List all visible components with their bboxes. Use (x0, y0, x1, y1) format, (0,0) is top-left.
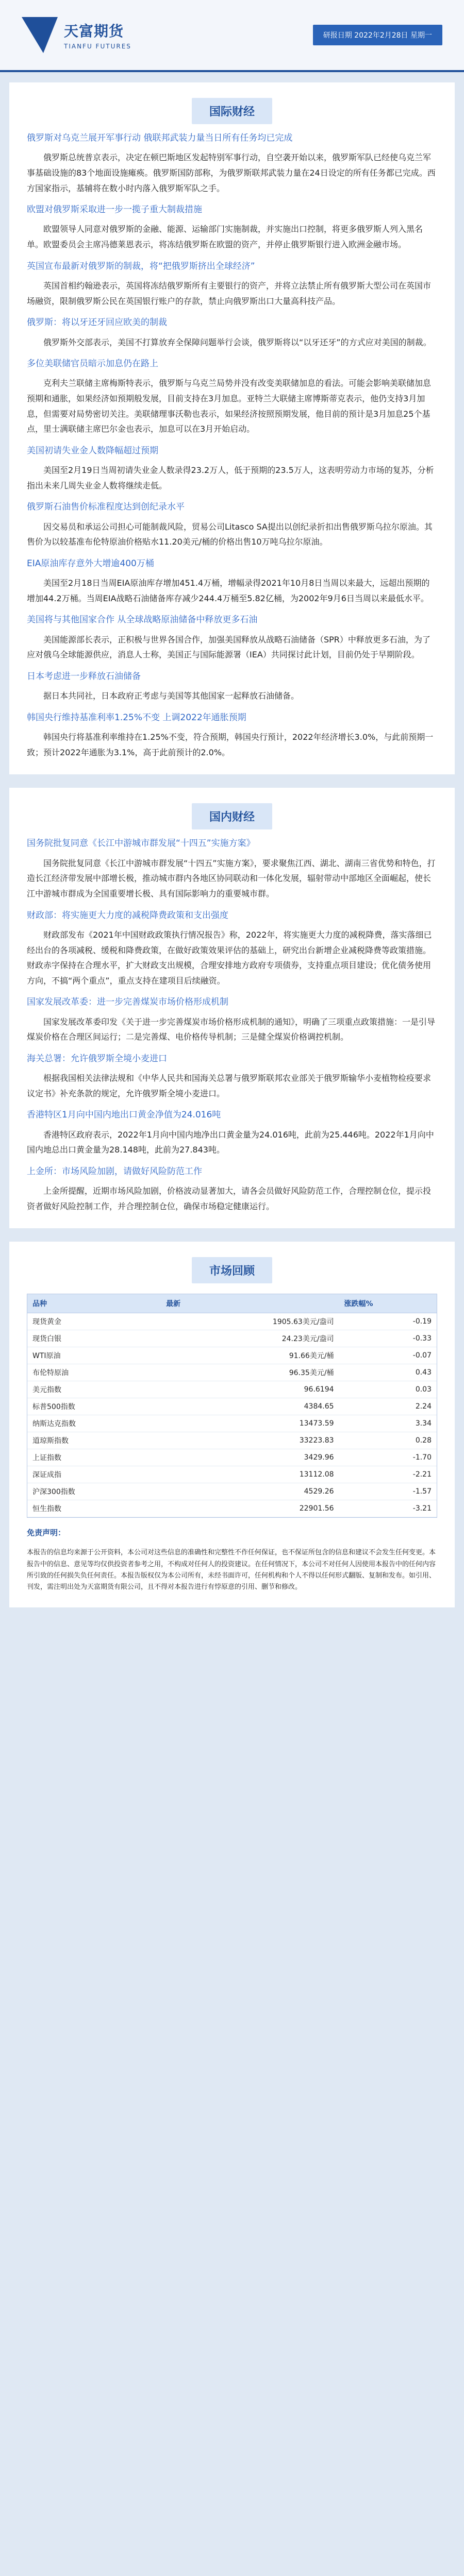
table-row (27, 1381, 437, 1398)
section-title-wrap (9, 1242, 455, 1283)
table-row (27, 1432, 437, 1449)
news-headline: 俄罗斯：将以牙还牙回应欧美的制裁 (27, 317, 167, 328)
table-cell: 上证指数 (27, 1449, 161, 1466)
disclaimer-text: 本报告的信息均来源于公开资料，本公司对这些信息的准确性和完整性不作任何保证，也不保证所包含的信息和建议不会发生任何变更。本报告中的信息、意见等均仅供投资者参考之用，不构成对任何人的投资建议。在任何情况下，本公司不对任何人因使用本报告中的任何内容所引致的任何损失负任何责任。本报告版权仅为本公司所有，未经书面许可，任何机构和个人不得以任何形式翻版、复制和发布。如引用、刊发，需注明出处为天富期货有限公司，且不得对本报告进行有悖原意的引用、删节和修改。 (27, 1549, 436, 1591)
table-cell: 现货白银 (27, 1330, 161, 1347)
disclaimer-title: 免责声明： (27, 1528, 66, 1538)
table-row (27, 1466, 437, 1483)
table-cell: 24.23美元/盎司 (161, 1330, 339, 1347)
header (0, 0, 464, 72)
table-row (27, 1398, 437, 1415)
news-paragraph: 韩国央行将基准利率维持在1.25%不变，符合预期，韩国央行预计，2022年经济增长3.0%，与此前预期一致；预计2022年通胀为3.1%，高于此前预计的2.0%。 (27, 732, 434, 757)
table-cell: 4384.65 (161, 1398, 339, 1415)
news-headline: 美国初请失业金人数降幅超过预期 (27, 445, 158, 456)
news-paragraph: 据日本共同社，日本政府正考虑与美国等其他国家一起释放石油储备。 (43, 691, 300, 701)
table-cell: 22901.56 (161, 1500, 339, 1517)
market-table-body (27, 1313, 437, 1517)
table-cell: -0.19 (339, 1313, 437, 1330)
news-paragraph: 英国首相约翰逊表示，英国将冻结俄罗斯所有主要银行的资产，并将立法禁止所有俄罗斯大型公司在英国市场融资，限制俄罗斯公民在英国银行账户的存款，禁止向俄罗斯出口大量高科技产品。 (27, 281, 432, 306)
table-cell: -2.21 (339, 1466, 437, 1483)
table-cell: 33223.83 (161, 1432, 339, 1449)
table-cell: 恒生指数 (27, 1500, 161, 1517)
news-headline: 日本考虑进一步释放石油储备 (27, 671, 141, 682)
table-cell: 道琼斯指数 (27, 1432, 161, 1449)
brand-name-cn: 天富期货 (64, 23, 124, 40)
brand-name-en: TIANFU FUTURES (64, 43, 131, 50)
table-cell: -1.70 (339, 1449, 437, 1466)
market-table-header: 最新 (161, 1294, 339, 1313)
table-row (27, 1347, 437, 1364)
news-headline: 香港特区1月向中国内地出口黄金净值为24.016吨 (27, 1110, 221, 1121)
news-paragraph: 美国能源部长表示，正积极与世界各国合作，加强美国释放从战略石油储备（SPR）中释放更多石油，为了应对俄乌全球能源供应，消息人士称，美国正与国际能源署（IEA）共同探讨此计划，目前仍处于早期阶段。 (27, 634, 430, 660)
table-cell: 1905.63美元/盎司 (161, 1313, 339, 1330)
table-row (27, 1364, 437, 1381)
section-title: 市场回顾 (192, 1257, 272, 1283)
section-title: 国内财经 (192, 803, 272, 829)
news-paragraph: 上金所提醒，近期市场风险加剧，价格波动显著加大，请各会员做好风险防范工作，合理控制仓位，提示投资者做好风险控制工作，并合理控制仓位，确保市场稳定健康运行。 (27, 1186, 432, 1211)
table-cell: 标普500指数 (27, 1398, 161, 1415)
section-title: 国际财经 (192, 98, 272, 124)
market-table-header: 涨跌幅% (339, 1294, 437, 1313)
table-cell: 13112.08 (161, 1466, 339, 1483)
table-cell: 3.34 (339, 1415, 437, 1432)
news-paragraph: 香港特区政府表示，2022年1月向中国内地净出口黄金量为24.016吨，此前为25.446吨。2022年1月向中国内地总出口黄金量为28.148吨，此前为27.843吨。 (27, 1129, 434, 1155)
table-row (27, 1415, 437, 1432)
table-row (27, 1449, 437, 1466)
table-row (27, 1483, 437, 1500)
news-headline: 俄罗斯对乌克兰展开军事行动 俄联邦武装力量当日所有任务均已完成 (27, 133, 293, 143)
table-cell: 96.35美元/桶 (161, 1364, 339, 1381)
news-paragraph: 美国至2月19日当周初请失业金人数录得23.2万人，低于预期的23.5万人，这表明劳动力市场的复苏，分析指出未来几周失业金人数将继续走低。 (27, 465, 434, 490)
table-row (27, 1330, 437, 1347)
news-headline: 俄罗斯石油售价标准程度达到创纪录水平 (27, 502, 185, 513)
table-cell: 美元指数 (27, 1381, 161, 1398)
table-cell: -0.33 (339, 1330, 437, 1347)
table-cell: -1.57 (339, 1483, 437, 1500)
news-headline: 韩国央行维持基准利率1.25%不变 上调2022年通胀预期 (27, 712, 246, 723)
table-cell: 0.28 (339, 1432, 437, 1449)
news-headline: 上金所：市场风险加剧，请做好风险防范工作 (27, 1166, 202, 1177)
market-table-head (27, 1294, 437, 1313)
table-cell: 3429.96 (161, 1449, 339, 1466)
market-table-header-row (27, 1294, 437, 1313)
section-spacer (9, 760, 455, 774)
section-1 (9, 788, 455, 1228)
section-2 (9, 1242, 455, 1607)
news-headline: 国务院批复同意《长江中游城市群发展“十四五”实施方案》 (27, 838, 255, 849)
news-paragraph: 国家发展改革委印发《关于进一步完善煤炭市场价格形成机制的通知》，明确了三项重点政策措施：一是引导煤炭价格在合理区间运行；二是完善煤、电价格传导机制；三是健全煤炭价格调控机制。 (27, 1016, 436, 1042)
table-cell: 0.03 (339, 1381, 437, 1398)
table-cell: -0.07 (339, 1347, 437, 1364)
news-headline: 英国宣布最新对俄罗斯的制裁，将“把俄罗斯挤出全球经济” (27, 261, 255, 272)
section-0 (9, 82, 455, 774)
table-cell: 沪深300指数 (27, 1483, 161, 1500)
news-headline: 多位美联储官员暗示加息仍在路上 (27, 359, 158, 369)
table-row (27, 1313, 437, 1330)
news-paragraph: 欧盟领导人同意对俄罗斯的金融、能源、运输部门实施制裁，并实施出口控制，将更多俄罗斯人列入黑名单。欧盟委员会主席冯德莱恩表示，将冻结俄罗斯在欧盟的资产，并停止俄罗斯银行进入欧洲金融市场。 (27, 224, 423, 250)
market-table-grid (27, 1294, 437, 1517)
news-paragraph: 俄罗斯总统普京表示，决定在顿巴斯地区发起特别军事行动，自空袭开始以来，俄罗斯军队已经使乌克兰军事基础设施的83个地面设施瘫痪。俄罗斯国防部称，为俄罗斯联邦武装力量在24日设定的所有任务都已完成。西方国家指示，基辅将在数小时内落入俄罗斯军队之手。 (27, 152, 436, 193)
news-headline: 海关总署：允许俄罗斯全境小麦进口 (27, 1053, 167, 1064)
table-cell: 2.24 (339, 1398, 437, 1415)
table-cell: -3.21 (339, 1500, 437, 1517)
section-title-wrap (9, 82, 455, 124)
news-paragraph: 因交易员和承运公司担心可能制裁风险，贸易公司Litasco SA提出以创纪录折扣出售俄罗斯乌拉尔原油。其售价为以较基准布伦特原油价格贴水11.20美元/桶的价格出售10万吨乌拉尔原油。 (27, 521, 433, 547)
news-paragraph: 俄罗斯外交部表示，美国不打算放弃全保障问题举行会谈，俄罗斯将以“以牙还牙”的方式应对美国的制裁。 (43, 337, 432, 347)
content (0, 72, 464, 1621)
table-cell: 现货黄金 (27, 1313, 161, 1330)
report-date-bar: 研报日期 2022年2月28日 星期一 (313, 25, 442, 45)
section-gap (0, 774, 464, 788)
table-cell: 4529.26 (161, 1483, 339, 1500)
table-cell: 布伦特原油 (27, 1364, 161, 1381)
news-paragraph: 国务院批复同意《长江中游城市群发展“十四五”实施方案》，要求聚焦江西、湖北、湖南三省优势和特色，打造长江经济带发展中部增长极，推动城市群内各地区协同联动和一体化发展，辐射带动中部地区全面崛起，使长江中游城市群成为全国重要增长极、具有国际影响力的重要城市群。 (27, 858, 436, 899)
section-title-wrap (9, 788, 455, 829)
news-paragraph: 美国至2月18日当周EIA原油库存增加451.4万桶，增幅录得2021年10月8日当周以来最大，远超出预期的增加44.2万桶。当周EIA战略石油储备库存减少244.4万桶至5.82亿桶，为2002年9月6日当周以来最低水平。 (27, 578, 430, 603)
table-cell: 纳斯达克指数 (27, 1415, 161, 1432)
table-row (27, 1500, 437, 1517)
table-cell: 96.6194 (161, 1381, 339, 1398)
section-gap (0, 1228, 464, 1242)
table-cell: 91.66美元/桶 (161, 1347, 339, 1364)
market-table (27, 1294, 437, 1518)
news-headline: 财政部：将实施更大力度的减税降费政策和支出强度 (27, 910, 228, 921)
section-spacer (9, 1593, 455, 1607)
news-headline: EIA原油库存意外大增逾400万桶 (27, 558, 154, 569)
brand-logo (22, 17, 131, 53)
logo-mark (22, 17, 58, 53)
table-cell: 13473.59 (161, 1415, 339, 1432)
news-headline: 欧盟对俄罗斯采取进一步一揽子重大制裁措施 (27, 205, 202, 215)
news-headline: 国家发展改革委：进一步完善煤炭市场价格形成机制 (27, 997, 228, 1008)
news-paragraph: 财政部发布《2021年中国财政政策执行情况报告》称，2022年，将实施更大力度的减税降费，落实落细已经出台的各项减税、缓税和降费政策，在做好政策效果评估的基础上，研究出台新增企业减税降费等政策措施。财政赤字保持在合理水平，扩大财政支出规模，合理安排地方政府专项债券，支持重点项目建设；优化债务使用方向，不搞“两个重点”，重点支持在建项目后续融资。 (27, 929, 432, 986)
table-cell: WTI原油 (27, 1347, 161, 1364)
market-table-header: 品种 (27, 1294, 161, 1313)
table-cell: 深证成指 (27, 1466, 161, 1483)
news-paragraph: 克利夫兰联储主席梅斯特表示，俄罗斯与乌克兰局势并没有改变美联储加息的看法。可能会影响美联储加息预期和通胀，如果经济如预期般发展，目前支持在3月加息。亚特兰大联储主席博斯蒂克表示，他仍支持3月加息，但需要对局势密切关注。美联储理事沃勒也表示，如果经济按照预期发展，他目前的预计是3月加息25个基点，里士满联储主席巴尔金也表示，加息可以在3月开始启动。 (27, 378, 432, 434)
news-headline: 美国将与其他国家合作 从全球战略原油储备中释放更多石油 (27, 615, 258, 625)
news-paragraph: 根据我国相关法律法规和《中华人民共和国海关总署与俄罗斯联邦农业部关于俄罗斯输华小麦植物检疫要求议定书》补充条款的规定，允许俄罗斯全境小麦进口。 (27, 1073, 432, 1098)
section-gap (0, 1607, 464, 1621)
table-cell: 0.43 (339, 1364, 437, 1381)
section-spacer (9, 1214, 455, 1228)
